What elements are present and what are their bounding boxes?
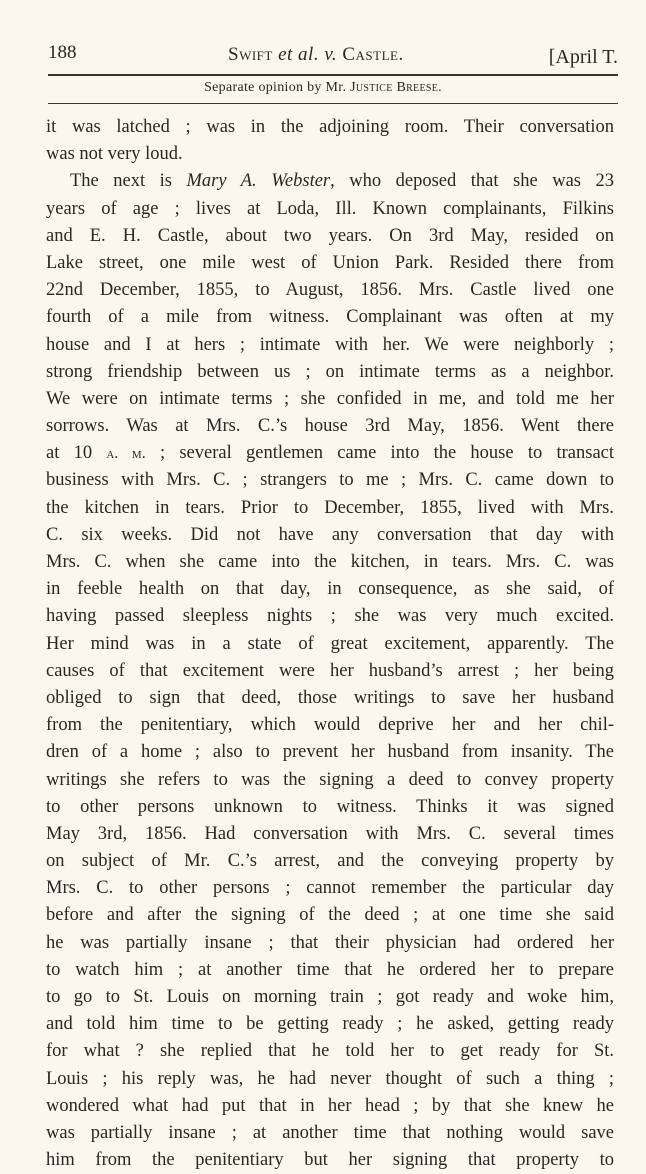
- text-line: strong friendship between us ; on intimate terms as a neighbor.: [46, 361, 614, 382]
- text-line: Mrs. C. to other persons ; cannot remember the particular day: [46, 878, 614, 899]
- text-line: and told him time to be getting ready ; he asked, getting ready: [46, 1014, 614, 1035]
- text-line: and E. H. Castle, about two years. On 3rd May, resided on: [46, 225, 614, 246]
- text-line: writings she refers to was the signing a deed to convey property: [46, 769, 614, 790]
- subheader-judge: Justice Breese.: [350, 80, 442, 95]
- witness-name: Mary A. Webster: [186, 171, 331, 192]
- text-line: Mrs. C. when she came into the kitchen, in tears. Mrs. C. was: [46, 552, 614, 572]
- subheader-rule: [48, 103, 618, 104]
- text-line: was not very loud.: [46, 144, 183, 165]
- opinion-subheader: [0, 80, 646, 96]
- text-line: We were on intimate terms ; she confided in me, and told me her: [46, 388, 614, 409]
- text-line: dren of a home ; also to prevent her husband from insanity. The: [46, 742, 614, 763]
- page-number: 188: [48, 42, 77, 63]
- text-line: [46, 440, 614, 467]
- court-term: [April T.: [548, 46, 618, 68]
- text-line: years of age ; lives at Loda, Ill. Known complainants, Filkins: [46, 198, 614, 219]
- text-line: sorrows. Was at Mrs. C.’s house 3rd May, 1856. Went there: [46, 416, 614, 437]
- text-line-rest: , who deposed that she was 23: [330, 171, 614, 192]
- time-abbr: a. m.: [106, 445, 146, 463]
- case-etal: et al. v.: [278, 44, 338, 65]
- text-line: to watch him ; at another time that he ordered her to prepare: [46, 959, 614, 980]
- text-line: [46, 168, 614, 195]
- text-line-lead: at 10: [46, 443, 107, 464]
- running-header: [48, 42, 618, 72]
- text-line: on subject of Mr. C.’s arrest, and the conveying property by: [46, 851, 614, 872]
- text-line: May 3rd, 1856. Had conversation with Mrs. C. several times: [46, 823, 614, 844]
- text-line: the kitchen in tears. Prior to December, 1855, lived with Mrs.: [46, 497, 614, 518]
- text-line: him from the penitentiary but her signing that property to: [46, 1150, 614, 1171]
- case-title: [228, 44, 404, 66]
- text-line: from the penitentiary, which would deprive her and her chil-: [46, 715, 614, 736]
- text-line: for what ? she replied that he told her to get ready for St.: [46, 1041, 614, 1062]
- text-line: Her mind was in a state of great excitement, apparently. The: [46, 633, 614, 654]
- header-rule: [48, 74, 618, 76]
- text-line: to other persons unknown to witness. Thinks it was signed: [46, 796, 614, 817]
- subheader-prefix: Separate opinion by Mr.: [204, 80, 347, 95]
- text-line: before and after the signing of the deed ; at one time she said: [46, 905, 614, 926]
- text-line-lead: The next is: [70, 171, 187, 192]
- text-line: causes of that excitement were her husband’s arrest ; her being: [46, 660, 614, 681]
- text-line: Louis ; his reply was, he had never thought of such a thing ;: [46, 1068, 614, 1089]
- text-line: wondered what had put that in her head ; by that she knew he: [46, 1095, 614, 1116]
- text-line: Lake street, one mile west of Union Park. Resided there from: [46, 252, 614, 273]
- text-line: house and I at hers ; intimate with her. We were neighborly ;: [46, 334, 614, 355]
- text-line: it was latched ; was in the adjoining room. Their conversation: [46, 117, 614, 137]
- text-line: to go to St. Louis on morning train ; got ready and woke him,: [46, 987, 614, 1007]
- body-text: [46, 114, 614, 1174]
- text-line: he was partially insane ; that their physician had ordered her: [46, 932, 614, 953]
- text-line: was partially insane ; at another time that nothing would save: [46, 1122, 614, 1143]
- text-line-rest: ; several gentlemen came into the house to transact: [145, 443, 615, 464]
- text-line: fourth of a mile from witness. Complainant was often at my: [46, 307, 614, 328]
- text-line: having passed sleepless nights ; she was very much excited.: [46, 606, 614, 627]
- text-line: 22nd December, 1855, to August, 1856. Mrs. Castle lived one: [46, 280, 614, 301]
- text-line: C. six weeks. Did not have any conversation that day with: [46, 524, 614, 545]
- case-party-2: Castle.: [342, 44, 404, 65]
- text-line: business with Mrs. C. ; strangers to me ; Mrs. C. came down to: [46, 470, 614, 491]
- text-line: obliged to sign that deed, those writings to save her husband: [46, 687, 614, 708]
- case-party-1: Swift: [228, 44, 273, 65]
- text-line: in feeble health on that day, in consequence, as she said, of: [46, 579, 614, 600]
